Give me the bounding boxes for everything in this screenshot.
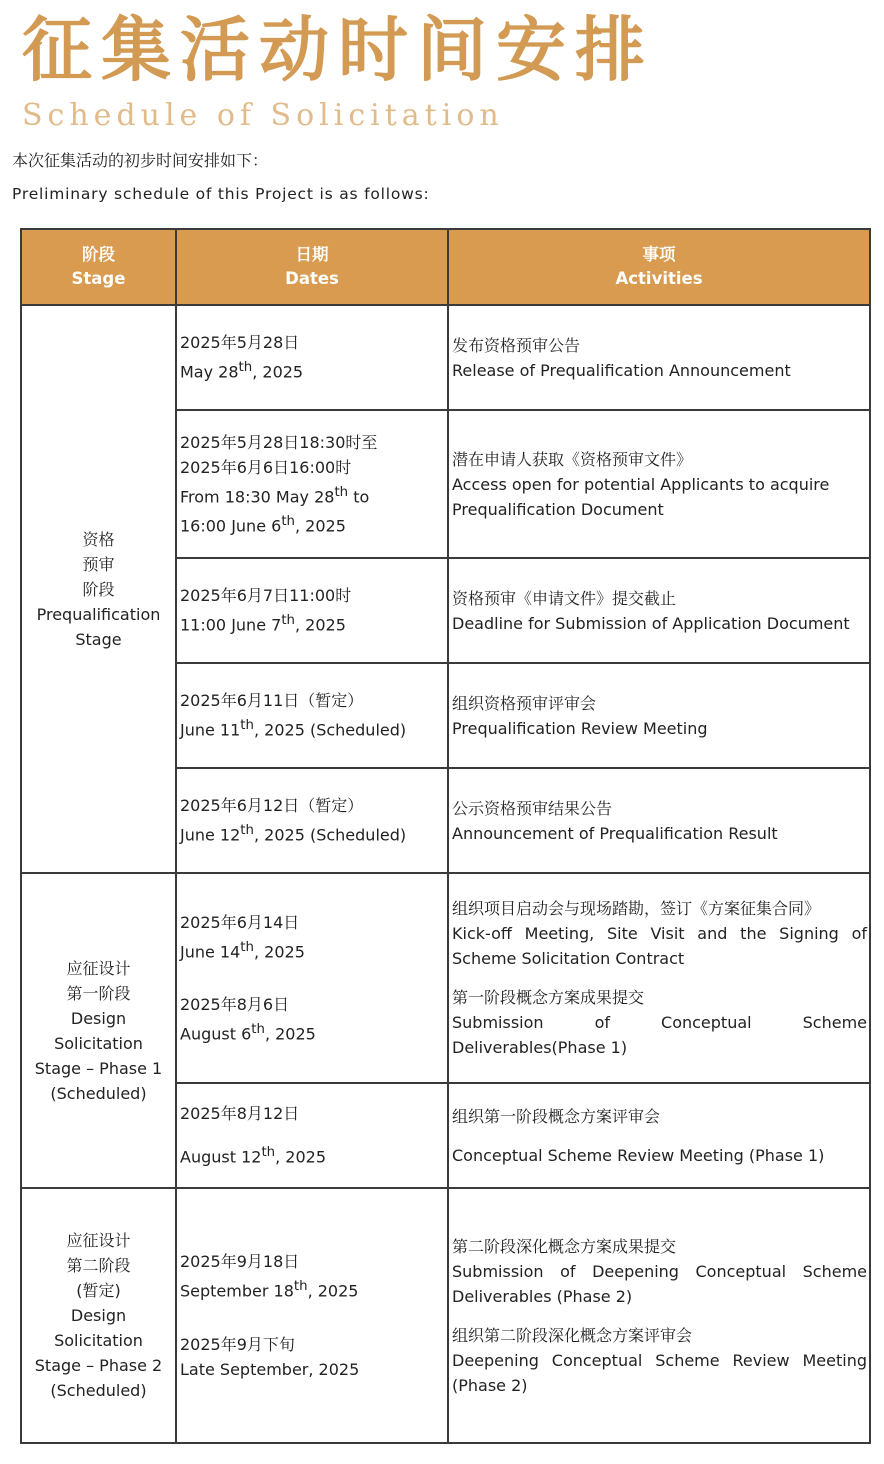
stage-cell-phase1 (21, 873, 176, 1188)
date-cn: 2025年6月12日（暂定） (180, 796, 364, 816)
stage-label: Design (70, 1008, 127, 1028)
header-dates-en: Dates (285, 269, 339, 288)
stage-label: Solicitation (54, 1331, 143, 1350)
activity-cn: 潜在申请人获取《资格预审文件》 (452, 449, 693, 469)
schedule-table (20, 228, 871, 1444)
header-activities-en: Activities (615, 269, 703, 288)
stage-label: Stage – Phase 2 (34, 1356, 163, 1375)
activity-cn: 第一阶段概念方案成果提交 (452, 988, 645, 1007)
header-dates (176, 229, 448, 305)
date-en: 11:00 June 7th, 2025 (180, 613, 346, 635)
stage-label: 应征设计 (66, 1231, 131, 1250)
activity-cn: 组织资格预审评审会 (452, 693, 597, 713)
activity-cell (448, 410, 870, 558)
activity-cell (448, 663, 870, 768)
table-row (21, 1188, 870, 1443)
date-en: 16:00 June 6th, 2025 (180, 514, 346, 536)
activity-en: Release of Prequalification Announcement (452, 360, 791, 380)
activity-en: Access open for potential Applicants to acquire Prequalification Document (452, 474, 830, 519)
activity-cn: 组织项目启动会与现场踏勘，签订《方案征集合同》 (452, 899, 821, 918)
activity-cell (448, 1188, 870, 1443)
stage-label: 应征设计 (66, 958, 131, 978)
date-cell (176, 663, 448, 768)
activity-cn: 公示资格预审结果公告 (452, 798, 613, 818)
date-cell (176, 558, 448, 663)
page-subtitle: Schedule of Solicitation (22, 98, 504, 133)
activity-cn: 组织第一阶段概念方案评审会 (452, 1106, 661, 1126)
stage-label: Stage – Phase 1 (34, 1058, 163, 1078)
stage-label: 第一阶段 (66, 983, 131, 1003)
date-cn: 2025年6月6日16:00时 (180, 457, 352, 477)
activity-cn: 第二阶段深化概念方案成果提交 (452, 1236, 677, 1256)
header-stage (21, 229, 176, 305)
intro-text-cn: 本次征集活动的初步时间安排如下： (12, 151, 269, 170)
date-cn: 2025年9月下旬 (180, 1334, 295, 1354)
date-cn: 2025年5月28日18:30时至 (180, 432, 378, 452)
date-en: September 18th, 2025 (180, 1279, 359, 1301)
stage-label: 第二阶段 (66, 1256, 131, 1275)
stage-label: 资格 (82, 529, 115, 549)
date-cell (176, 305, 448, 410)
date-cn: 2025年5月28日 (180, 333, 300, 353)
date-cn: 2025年6月11日（暂定） (180, 691, 364, 711)
stage-label: Prequalification (36, 604, 161, 624)
activity-en: Prequalification Review Meeting (452, 718, 708, 738)
activity-cn: 资格预审《申请文件》提交截止 (452, 588, 677, 608)
stage-cell-phase2 (21, 1188, 176, 1443)
activity-en: Kick-off Meeting, Site Visit and the Signing of Scheme Solicitation Contract (452, 924, 867, 968)
activity-cell (448, 873, 870, 1083)
activity-cell (448, 305, 870, 410)
activity-cell (448, 1083, 870, 1188)
activity-en: Conceptual Scheme Review Meeting (Phase 1) (452, 1145, 825, 1165)
date-en: August 6th, 2025 (180, 1022, 316, 1044)
stage-label: Stage (75, 629, 122, 649)
date-en: June 11th, 2025 (Scheduled) (180, 718, 407, 740)
date-cell (176, 410, 448, 558)
date-cn: 2025年6月14日 (180, 912, 300, 932)
activity-cell (448, 768, 870, 873)
intro-text-en: Preliminary schedule of this Project is as follows: (12, 185, 430, 203)
activity-en: Announcement of Prequalification Result (452, 823, 778, 843)
table-row (21, 305, 870, 410)
stage-label: Design (70, 1306, 127, 1325)
activity-cn: 发布资格预审公告 (452, 335, 581, 355)
header-stage-cn: 阶段 (82, 245, 115, 264)
date-en: From 18:30 May 28th to (180, 484, 370, 506)
date-cn: 2025年9月18日 (180, 1252, 300, 1272)
header-activities (448, 229, 870, 305)
stage-label: (Scheduled) (50, 1083, 147, 1103)
activity-cell (448, 558, 870, 663)
table-header-row (21, 229, 870, 305)
date-en: August 12th, 2025 (180, 1145, 327, 1167)
date-en: June 14th, 2025 (180, 939, 305, 961)
stage-label: (Scheduled) (50, 1381, 147, 1400)
date-cn: 2025年8月6日 (180, 995, 290, 1014)
activity-cn: 组织第二阶段深化概念方案评审会 (452, 1325, 693, 1345)
activity-en: Deadline for Submission of Application Document (452, 613, 850, 633)
stage-label: (暂定) (76, 1281, 121, 1300)
activity-en: Submission of Conceptual Scheme Deliverables(Phase 1) (452, 1013, 867, 1057)
date-en: May 28th, 2025 (180, 360, 304, 382)
header-stage-en: Stage (71, 269, 126, 288)
date-cn: 2025年6月7日11:00时 (180, 586, 352, 606)
stage-label: 预审 (82, 554, 115, 574)
date-cell (176, 768, 448, 873)
date-cell (176, 1083, 448, 1188)
stage-label: 阶段 (82, 579, 115, 599)
activity-en: Deepening Conceptual Scheme Review Meeting (Phase 2) (452, 1350, 867, 1395)
stage-label: Solicitation (54, 1033, 143, 1053)
activity-en: Submission of Deepening Conceptual Scheme Deliverables (Phase 2) (452, 1261, 867, 1306)
date-cn: 2025年8月12日 (180, 1104, 300, 1124)
page-title: 征集活动时间安排 (22, 9, 654, 91)
header-activities-cn: 事项 (642, 245, 676, 264)
stage-cell-prequalification (21, 305, 176, 873)
date-en: June 12th, 2025 (Scheduled) (180, 823, 407, 845)
date-cell (176, 873, 448, 1083)
date-cell (176, 1188, 448, 1443)
header-dates-cn: 日期 (295, 245, 329, 264)
table-row (21, 873, 870, 1083)
date-en: Late September, 2025 (180, 1359, 360, 1379)
